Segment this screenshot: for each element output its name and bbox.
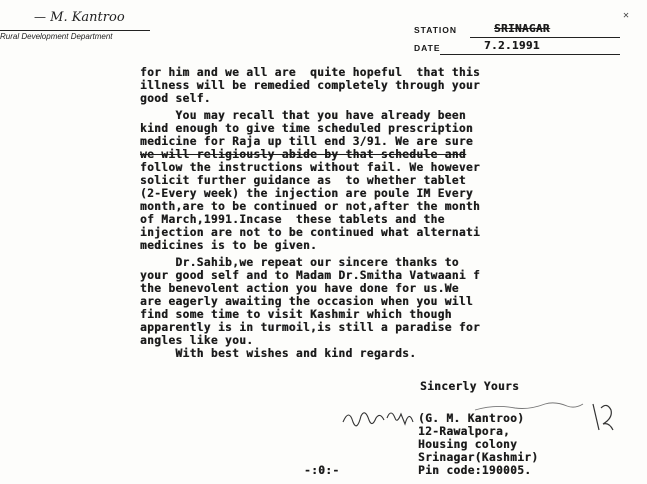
station-value: SRINAGAR [494,22,550,35]
station-label: STATION [414,25,458,35]
body-line: medicine for Raja up till end 3/91. We are sure [140,135,474,148]
address-line: Srinagar(Kashmir) [418,451,539,464]
date-label: DATE [414,43,441,53]
station-rule [470,37,620,38]
address-line: Pin code:190005. [418,464,532,477]
letterhead-rule [0,30,150,31]
body-line: illness will be remedied completely through your [140,79,481,92]
body-line: With best wishes and kind regards. [140,347,417,360]
body-line: we will religiously abide by that schedule and [140,148,466,161]
body-line: are eagerly awaiting the occasion when you will [140,295,474,308]
footer-mark: -:0:- [304,464,340,477]
body-line: You may recall that you have already been [140,109,466,122]
body-line: angles like you. [140,334,254,347]
body-line: (2-Every week) the injection are poule IM Every [140,187,474,200]
date-value: 7.2.1991 [484,39,540,52]
body-line: of March,1991.Incase these tablets and the [140,213,445,226]
letterhead-name: — M. Kantroo [34,10,125,25]
body-line: apparently is in turmoil,is still a paradise for [140,321,481,334]
corner-mark: ✕ [623,10,630,21]
body-line: kind enough to give time scheduled prescription [140,122,474,135]
body-line: good self. [140,92,211,105]
date-rule [440,54,620,55]
address-line: 12-Rawalpora, [418,425,511,438]
body-line: solicit further guidance as to whether tablet [140,174,466,187]
address-line: Housing colony [418,438,518,451]
body-line: follow the instructions without fail. We however [140,161,481,174]
body-line: month,are to be continued or not,after the month [140,200,481,213]
signatory-name: (G. M. Kantroo) [418,412,525,425]
body-line: medicines is to be given. [140,239,318,252]
body-line: Dr.Sahib,we repeat our sincere thanks to [140,256,459,269]
body-line: find some time to visit Kashmir which though [140,308,452,321]
body-line: injection are not to be continued what alternati [140,226,481,239]
body-line: for him and we all are quite hopeful that this [140,66,481,79]
body-line: your good self and to Madam Dr.Smitha Vatwaani f [140,269,481,282]
salutation: Sincerly Yours [420,380,520,393]
body-line: the benevolent action you have done for us.We [140,282,459,295]
letterhead-department: Rural Development Department [0,32,113,41]
